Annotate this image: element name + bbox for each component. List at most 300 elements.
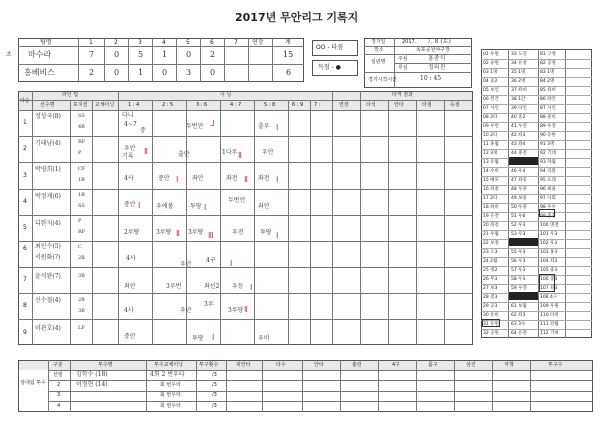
play-code: 27 보3: [483, 286, 498, 291]
code-row-divider: [481, 95, 592, 96]
umpire-label: 심판명: [371, 59, 386, 65]
pitcher-side-label: 상대팀 투수: [20, 380, 46, 386]
at-bat-mark: I: [276, 231, 279, 240]
pitch-frac: /3: [212, 403, 217, 409]
at-bat-result: 4사: [124, 175, 134, 182]
inning-col-header: 7 :: [314, 102, 321, 108]
player-sub: 3B: [78, 308, 85, 314]
at-bat-result: 우에볼: [156, 203, 174, 210]
play-code: 02 숭원: [483, 61, 499, 66]
play-code: 110 다비: [540, 313, 559, 318]
batting-order: 2: [23, 145, 27, 152]
pitcher-change: 회 번우타: [160, 382, 181, 388]
score-header-5: 5: [186, 39, 190, 46]
chief-value: 홍중식: [428, 55, 446, 62]
at-bat-mark: I: [176, 175, 179, 184]
circled-code: [539, 209, 555, 217]
play-code: 09 우번: [483, 124, 499, 129]
play-code: 53 우3: [511, 232, 526, 237]
score-inning-cell: 1: [162, 50, 168, 59]
play-code: 28 전3: [483, 295, 498, 300]
play-code: 93 파월: [540, 160, 556, 165]
pitch-frac: /3: [212, 392, 217, 398]
score-team-name: 마수라: [28, 50, 52, 59]
at-bat-result: 두번안: [186, 123, 204, 130]
code-row-divider: [481, 230, 592, 231]
at-bat-result: 출루: [258, 123, 270, 130]
play-code: 101 우3: [540, 232, 558, 237]
play-code: 62 좌3: [511, 313, 526, 318]
base-label: 루심: [398, 65, 408, 71]
code-row-divider: [481, 113, 592, 114]
play-code: 38 1간: [511, 97, 526, 102]
inning-col-header: 연장: [339, 102, 349, 108]
batting-order: 3: [23, 172, 27, 179]
pitcher-header: 몸구: [428, 362, 438, 368]
pitcher-name: 김학수 (18): [76, 371, 108, 378]
score-total: 6: [286, 68, 292, 77]
batting-order: 5: [23, 224, 27, 231]
pitcher-header: 구분: [53, 362, 63, 368]
pitch-frac: /3: [212, 382, 217, 388]
player-name: 박정재(6): [35, 193, 61, 200]
play-code: 04 숭2: [483, 79, 498, 84]
play-code: 11 홍월: [483, 142, 499, 147]
place-label: 장소: [374, 47, 384, 53]
play-code: 100 명전: [540, 223, 559, 228]
play-code: 112 기비: [540, 331, 559, 336]
inning-col-header: 5 : 8: [264, 102, 276, 108]
at-bat-mark: ⅃: [210, 119, 215, 128]
score-total: 15: [283, 50, 294, 59]
play-code: 102 우3: [540, 241, 558, 246]
play-code: 30 유비: [483, 313, 499, 318]
code-row-divider: [481, 203, 592, 204]
inning-col-header: 1 : 4: [128, 102, 140, 108]
play-code: 33 도연: [511, 52, 527, 57]
code-row-divider: [481, 176, 592, 177]
play-code: 103 홍3: [540, 250, 558, 255]
at-bat-result: 출안: [178, 151, 190, 158]
at-bat-mark: Ⅲ: [208, 231, 214, 240]
play-code: 94 리볼: [540, 169, 556, 174]
player-name: 이관호(4): [35, 325, 61, 332]
play-code: 97 다회: [540, 196, 556, 201]
at-bat-result: 투땅: [190, 203, 202, 210]
at-bat-result: 3루번: [166, 283, 182, 290]
at-bat-result: 3루땅: [188, 229, 204, 236]
play-code: 14 수비: [483, 169, 499, 174]
code-row-divider: [481, 221, 592, 222]
play-code: 41 우전: [511, 124, 527, 129]
play-code: 105 중3: [540, 268, 558, 273]
pitcher-change: 4회 2 번우타: [150, 371, 185, 378]
play-code: 07 사인: [483, 106, 499, 111]
score-inning-cell: 3: [186, 68, 192, 77]
play-code: 104 좌3: [540, 259, 558, 264]
used-code-cell: [509, 238, 538, 246]
score-header-3: 3: [138, 39, 142, 46]
play-code: 03 1명: [483, 70, 498, 75]
at-bat-result: 우안: [180, 307, 192, 314]
pitcher-header: 피안타: [236, 362, 251, 368]
play-code: 18 좌비: [483, 205, 499, 210]
play-code: 26 무3: [483, 277, 498, 282]
at-bat-mark: I: [212, 333, 215, 342]
play-code: 109 우원: [540, 304, 559, 309]
play-code: 20 좌전: [483, 223, 499, 228]
play-code: 107 좌3: [540, 286, 558, 291]
at-bat-mark: Ⅱ: [244, 305, 248, 314]
play-code: 17 2타: [483, 196, 498, 201]
sub-inning-header: 교체이닝: [95, 102, 115, 108]
play-code: 37 좌희: [511, 88, 527, 93]
player-header: 선수명: [40, 102, 55, 108]
code-row-divider: [481, 185, 592, 186]
player-position: LF: [78, 325, 85, 331]
circled-code: [482, 319, 500, 327]
code-row-divider: [481, 122, 592, 123]
inning-col-header: 3 : 6: [196, 102, 208, 108]
play-code: 106 중3: [540, 277, 558, 282]
player-position: P: [78, 218, 82, 224]
at-bat-mark: I: [276, 175, 279, 184]
play-code: 55 우3: [511, 250, 526, 255]
play-code: 46 우4: [511, 169, 526, 174]
at-bat-result: 우안: [124, 145, 136, 152]
code-row-divider: [481, 131, 592, 132]
at-bat-result: 투땅: [192, 335, 204, 342]
date-label: 경기일: [371, 39, 386, 45]
at-bat-mark: I: [250, 283, 253, 292]
score-inning-cell: 5: [138, 50, 144, 59]
play-code: 24 2월: [483, 259, 498, 264]
position-header: 포지션: [73, 102, 88, 108]
play-code: 98 우수: [540, 205, 556, 210]
play-code: 111 강월: [540, 322, 559, 327]
play-code: 32 공원: [483, 331, 499, 336]
at-bat-result: 다니: [122, 112, 134, 119]
play-code: 01 우원: [483, 52, 499, 57]
player-sub: 4R: [78, 124, 85, 130]
play-code: 83 1명: [540, 70, 555, 75]
order-header: 타순: [20, 98, 30, 104]
play-code: 39 타인: [511, 106, 527, 111]
play-code: 13 유월: [483, 160, 499, 165]
pitcher-header: 투수교체이닝: [154, 362, 183, 368]
play-code: 81 구정: [540, 52, 556, 57]
player-name: 최인수(5): [35, 243, 61, 250]
score-header-team: 팀명: [40, 39, 52, 46]
play-code: 86 좌안: [540, 97, 556, 102]
player-sub: RF: [78, 229, 86, 235]
score-team-name: 홍베비스: [24, 68, 55, 77]
play-code: 63 3수: [511, 322, 526, 327]
used-code-cell: [509, 292, 538, 300]
at-bat-result: 우안: [262, 149, 274, 156]
player-name: 서원화(?): [35, 254, 61, 261]
at-bat-result: 좌전: [226, 175, 238, 182]
score-header-7: 7: [234, 39, 238, 46]
code-row-divider: [481, 248, 592, 249]
date-prefix: 2017.: [402, 39, 417, 45]
at-bat-result: 좌안: [258, 203, 270, 210]
play-code: 87 사인: [540, 106, 556, 111]
play-code: 50 우중: [511, 205, 527, 210]
chief-label: 주심: [398, 56, 408, 62]
run-legend-label: 득점 - ●: [318, 64, 341, 71]
code-row-divider: [481, 59, 592, 60]
stat-col-header: 타석: [366, 102, 376, 108]
code-row-divider: [481, 257, 592, 258]
pitcher-header: 홈런: [352, 362, 362, 368]
batting-order: 4: [23, 198, 27, 205]
pitcher-type: 선발: [53, 372, 63, 378]
play-code: 19 유전: [483, 214, 499, 219]
rbi-legend-label: OO - 타점: [316, 44, 344, 51]
play-code: 84 2명: [540, 79, 555, 84]
at-bat-result: 우등: [232, 283, 244, 290]
player-name: 신수철(4): [35, 297, 61, 304]
at-bat-result: 3루땅: [156, 229, 172, 236]
score-inning-cell: 7: [89, 50, 95, 59]
stat-col-header: 타점: [422, 102, 432, 108]
page-title: 2017년 무안리그 기록지: [235, 11, 359, 24]
score-inning-cell: 0: [186, 50, 192, 59]
play-code: 23 오3: [483, 250, 498, 255]
at-bat-mark: Ⅰ: [138, 201, 141, 210]
player-sub: 1B: [78, 177, 85, 183]
batting-order: 9: [23, 329, 27, 336]
play-code: 35 1명: [511, 70, 526, 75]
score-inning-cell: 0: [114, 68, 120, 77]
score-inning-cell: 0: [210, 68, 216, 77]
code-row-divider: [481, 167, 592, 168]
pitcher-type: 2: [57, 382, 61, 388]
player-position: 1B: [78, 192, 85, 198]
pitcher-header: 투구횟수: [199, 362, 219, 368]
at-bat-result: 좌안: [192, 175, 204, 182]
code-row-divider: [481, 266, 592, 267]
at-bat-result: 기록: [122, 153, 134, 160]
play-code: 16 좌중: [483, 187, 499, 192]
pitcher-change: 회 번우타: [160, 403, 181, 409]
pitch-frac: /3: [212, 372, 217, 378]
score-inning-cell: 1: [138, 68, 144, 77]
pitcher-header: 투수명: [98, 362, 113, 368]
play-code: 82 공정: [540, 61, 556, 66]
player-position: RF: [78, 139, 86, 145]
innings-group-header: 이 닝: [220, 92, 232, 98]
date-value: 7. 8 (토): [427, 38, 451, 45]
play-code: 42 좌3: [511, 133, 526, 138]
inning-col-header: 6 : 9: [292, 102, 304, 108]
at-bat-mark: Ⅱ: [244, 175, 248, 184]
at-bat-result: 우전: [232, 229, 244, 236]
play-code: 88 중비: [540, 115, 556, 120]
play-code: 44 중전: [511, 151, 527, 156]
player-position: CF: [78, 166, 86, 172]
at-bat-mark: Ⅱ: [176, 229, 180, 238]
pitcher-type: 4: [57, 403, 61, 409]
player-position: C: [78, 244, 82, 250]
at-bat-result: 3루: [204, 301, 214, 308]
score-inning-cell: 2: [89, 68, 95, 77]
play-code: 34 유청: [511, 61, 527, 66]
player-position: SS: [78, 113, 85, 119]
time-value: 10 : 45: [420, 75, 442, 82]
code-row-divider: [481, 194, 592, 195]
at-bat-mark: I: [276, 123, 279, 132]
score-header-2: 2: [114, 39, 118, 46]
stat-col-header: 안타: [394, 102, 404, 108]
batting-order: 8: [23, 302, 27, 309]
player-position: 2B: [78, 297, 85, 303]
pitcher-header: 4구: [392, 362, 401, 368]
at-bat-result: 2루땅: [124, 229, 140, 236]
play-code: 06 윈간: [483, 97, 499, 102]
at-bat-mark: Ⅱ: [144, 147, 148, 156]
at-bat-result: 4~7: [124, 121, 137, 128]
play-code: 49 보중: [511, 196, 527, 201]
batting-order: 6: [23, 245, 27, 252]
play-code: 25 정2: [483, 268, 498, 273]
player-sub: P: [78, 150, 82, 156]
batting-order: 1: [23, 119, 27, 126]
play-code: 08 2타: [483, 115, 498, 120]
play-code: 10 2타: [483, 133, 498, 138]
code-row-divider: [481, 329, 592, 330]
score-inning-cell: 0: [114, 50, 120, 59]
play-code: 22 보정: [483, 241, 499, 246]
score-header-total: 계: [285, 39, 291, 46]
pitcher-header: 타수: [276, 362, 286, 368]
code-row-divider: [481, 140, 592, 141]
play-code: 29 공3: [483, 304, 498, 309]
play-code: 92 기대: [540, 151, 556, 156]
base-value: 정의진: [428, 64, 446, 71]
code-row-divider: [481, 68, 592, 69]
player-name: 박영희(1): [35, 166, 61, 173]
at-bat-result: 3루땅: [228, 307, 244, 314]
pitcher-header: 자책: [504, 362, 514, 368]
pitcher-change: 회 번우타: [160, 392, 181, 398]
play-code: 31 유원: [483, 322, 499, 327]
play-code: 57 우3: [511, 268, 526, 273]
code-row-divider: [481, 86, 592, 87]
play-code: 91 3명: [540, 142, 555, 147]
player-sub: SS: [78, 203, 85, 209]
inning-col-header: 4 : 7: [230, 102, 242, 108]
play-code: 05 보인: [483, 88, 499, 93]
play-code: 12 3정: [483, 151, 498, 156]
at-bat-result: 중안: [124, 333, 136, 340]
player-name: 윤석완(7): [35, 273, 61, 280]
pitcher-header: 삼진: [466, 362, 476, 368]
play-code: 90 유한: [540, 133, 556, 138]
play-code: 47 좌중: [511, 178, 527, 183]
play-code: 36 2명: [511, 79, 526, 84]
at-bat-result: 1다루: [222, 149, 238, 156]
player-name: 정상국(8): [35, 113, 61, 120]
time-label: 경기시작시간: [368, 77, 397, 83]
play-code: 59 우전: [511, 286, 527, 291]
score-header-4: 4: [162, 39, 166, 46]
code-row-divider: [481, 149, 592, 150]
code-row-divider: [481, 302, 592, 303]
at-bat-result: 투땅: [260, 229, 272, 236]
circled-code: [539, 274, 558, 292]
player-name: 기태남(4): [35, 140, 61, 147]
play-code: 99 중전: [540, 214, 556, 219]
at-bat-mark: I: [230, 259, 233, 268]
play-code: 56 우3: [511, 259, 526, 264]
at-bat-result: 우비: [258, 335, 270, 342]
inning-col-header: 2 : 5: [162, 102, 174, 108]
play-code: 89 우전: [540, 124, 556, 129]
at-bat-result: 중: [140, 127, 146, 134]
at-bat-result: 우안: [180, 261, 192, 268]
stat-col-header: 득점: [450, 102, 460, 108]
code-row-divider: [481, 284, 592, 285]
at-bat-mark: I: [204, 203, 207, 212]
at-bat-result: 좌선2: [204, 283, 220, 290]
batting-order: 7: [23, 276, 27, 283]
play-code: 95 프레: [540, 178, 556, 183]
at-bat-result: 4사: [126, 255, 136, 262]
code-row-divider: [481, 275, 592, 276]
player-name: 디완지(4): [35, 220, 61, 227]
at-bat-mark: Ⅱ: [238, 151, 242, 160]
at-bat-result: 좌안: [124, 283, 136, 290]
code-row-divider: [481, 104, 592, 105]
score-row-marker: 초: [6, 51, 12, 58]
pitcher-header: 투구수: [548, 362, 563, 368]
at-bat-result: 중안: [124, 201, 136, 208]
code-row-divider: [481, 311, 592, 312]
stats-group-header: 타격 결과: [392, 92, 413, 98]
play-code: 40 중2: [511, 115, 526, 120]
play-code: 58 우3: [511, 277, 526, 282]
pitcher-type: 3: [57, 392, 61, 398]
play-code: 85 좌희: [540, 88, 556, 93]
score-header-1: 1: [89, 39, 93, 46]
score-inning-cell: 2: [210, 50, 216, 59]
code-row-divider: [481, 77, 592, 78]
play-code: 61 보월: [511, 304, 527, 309]
score-inning-cell: 0: [162, 68, 168, 77]
at-bat-result: 4사: [124, 307, 134, 314]
at-bat-result: 4구: [206, 257, 216, 264]
pitcher-header: 안타: [314, 362, 324, 368]
play-code: 43 좌4: [511, 142, 526, 147]
score-header-extra: 연장: [252, 39, 264, 46]
player-position: 2B: [78, 255, 85, 261]
at-bat-result: 좌전: [258, 175, 270, 182]
score-header-6: 6: [210, 39, 214, 46]
pitcher-name: 이정현 (14): [76, 381, 108, 388]
play-code: 21 우월: [483, 232, 499, 237]
used-code-cell: [509, 157, 538, 165]
at-bat-result: 두번안: [228, 197, 246, 204]
player-position: 3B: [78, 273, 85, 279]
place-value: 목포공원야구장: [416, 47, 450, 53]
code-row-divider: [481, 212, 592, 213]
play-code: 108 4구: [540, 295, 558, 300]
play-code: 52 우3: [511, 223, 526, 228]
play-code: 96 최용: [540, 187, 556, 192]
play-code: 51 우6: [511, 214, 526, 219]
